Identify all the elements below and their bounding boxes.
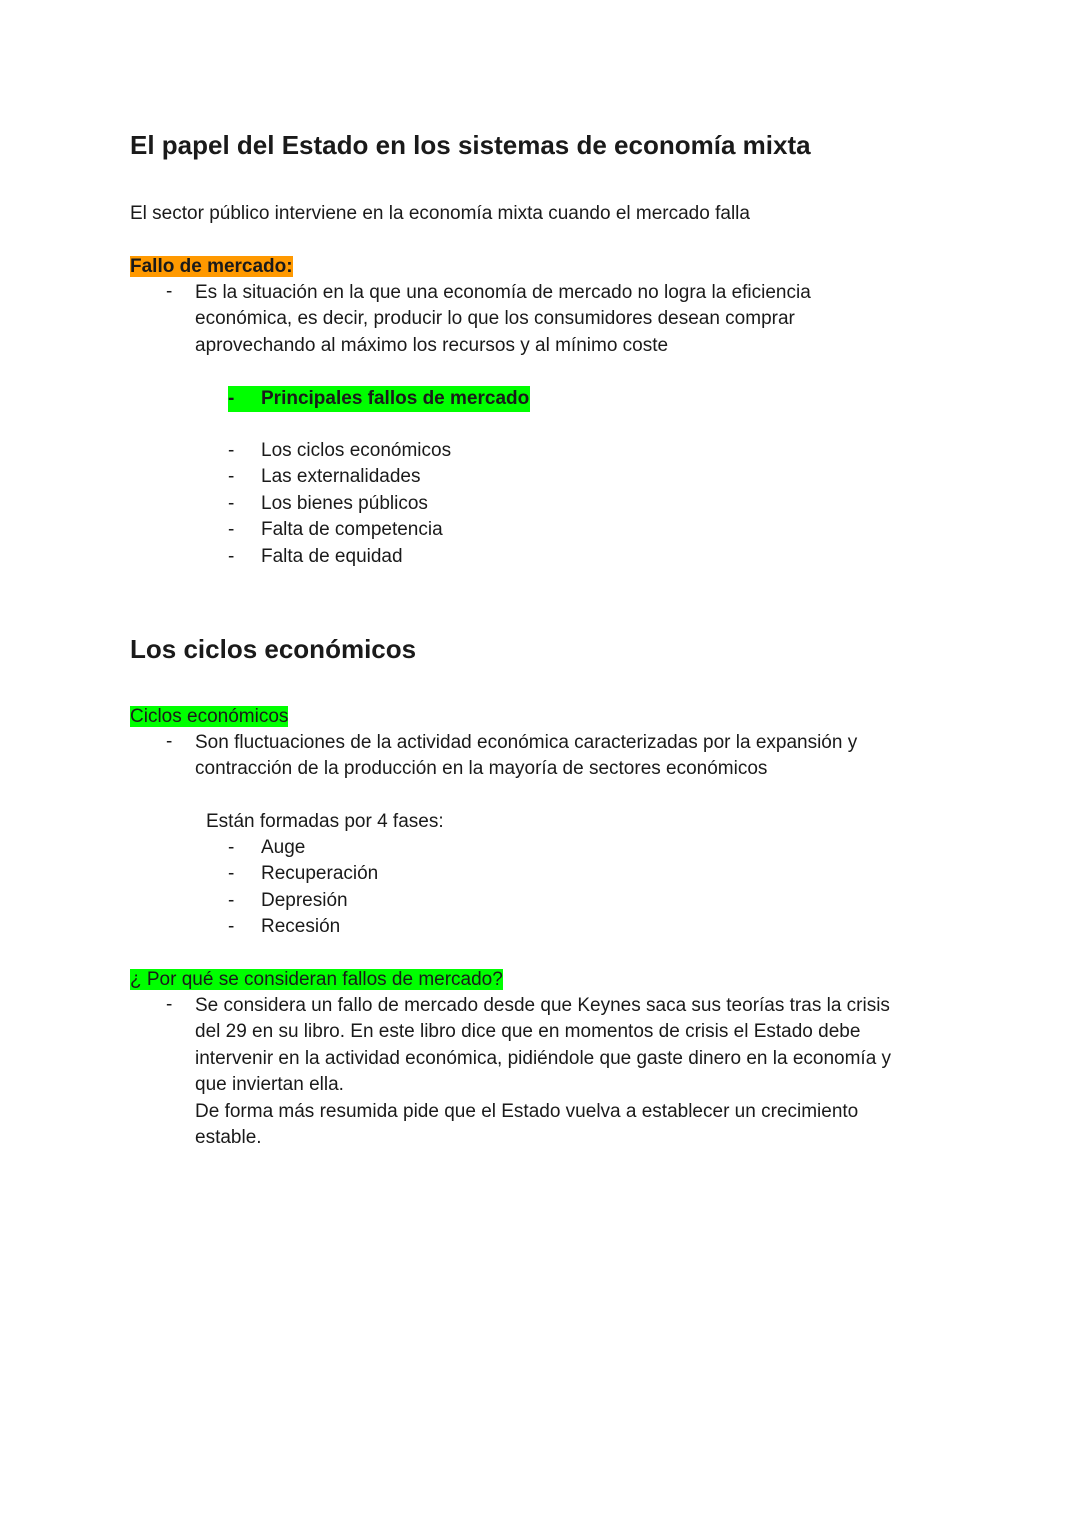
main-failures-label: Principales fallos de mercado bbox=[261, 388, 530, 409]
bullet-dash: - bbox=[166, 994, 173, 1015]
list-item: - Depresión bbox=[228, 889, 348, 911]
paragraph-line: intervenir en la actividad económica, pidiéndole que gaste dinero en la economía y bbox=[195, 1047, 892, 1069]
cycles-highlight: Ciclos económicos bbox=[130, 706, 289, 727]
list-item: - Falta de competencia bbox=[228, 519, 443, 541]
definition-line: Es la situación en la que una economía de mercado no logra la eficiencia bbox=[195, 282, 811, 303]
definition-line: Son fluctuaciones de la actividad económica caracterizadas por la expansión y bbox=[195, 732, 858, 753]
main-failures-heading bbox=[228, 386, 530, 412]
intro-text: El sector público interviene en la economía mixta cuando el mercado falla bbox=[130, 203, 750, 224]
cycles-label bbox=[130, 704, 288, 730]
cycles-definition bbox=[195, 730, 857, 783]
why-paragraph bbox=[195, 993, 891, 1151]
market-failure-definition bbox=[195, 280, 811, 359]
bullet-dash: - bbox=[166, 281, 173, 302]
paragraph-line: del 29 en su libro. En este libro dice que en momentos de crisis el Estado debe bbox=[195, 1021, 861, 1043]
paragraph-line: De forma más resumida pide que el Estado vuelva a establecer un crecimiento bbox=[195, 1100, 859, 1122]
why-highlight: ¿ Por qué se consideran fallos de mercado? bbox=[130, 969, 503, 990]
definition-line: aprovechando al máximo los recursos y al mínimo coste bbox=[195, 334, 669, 356]
list-item: - Los ciclos económicos bbox=[228, 440, 452, 461]
list-item: - Las externalidades bbox=[228, 466, 421, 488]
list-item: - Los bienes públicos bbox=[228, 492, 428, 514]
market-failure-highlight: Fallo de mercado: bbox=[130, 256, 293, 277]
list-item: - Recesión bbox=[228, 916, 341, 938]
paragraph-line: que inviertan ella. bbox=[195, 1074, 344, 1096]
market-failure-label bbox=[130, 254, 293, 280]
list-item: - Falta de equidad bbox=[228, 545, 403, 567]
paragraph-line: Se considera un fallo de mercado desde que Keynes saca sus teorías tras la crisis bbox=[195, 995, 890, 1016]
why-label bbox=[130, 967, 503, 993]
main-failures-list bbox=[228, 438, 451, 570]
bullet-dash: - bbox=[166, 731, 173, 752]
phases-intro: Están formadas por 4 fases: bbox=[206, 811, 444, 832]
list-item: - Recuperación bbox=[228, 863, 379, 885]
definition-line: económica, es decir, producir lo que los consumidores desean comprar bbox=[195, 308, 795, 330]
definition-line: contracción de la producción en la mayoría de sectores económicos bbox=[195, 758, 768, 780]
section-title-papel-estado: El papel del Estado en los sistemas de economía mixta bbox=[130, 130, 811, 160]
paragraph-line: estable. bbox=[195, 1127, 262, 1149]
list-item: - Auge bbox=[228, 837, 306, 858]
section-title-ciclos: Los ciclos económicos bbox=[130, 634, 417, 664]
phases-list bbox=[228, 835, 378, 941]
bullet-dash: - bbox=[228, 388, 235, 409]
